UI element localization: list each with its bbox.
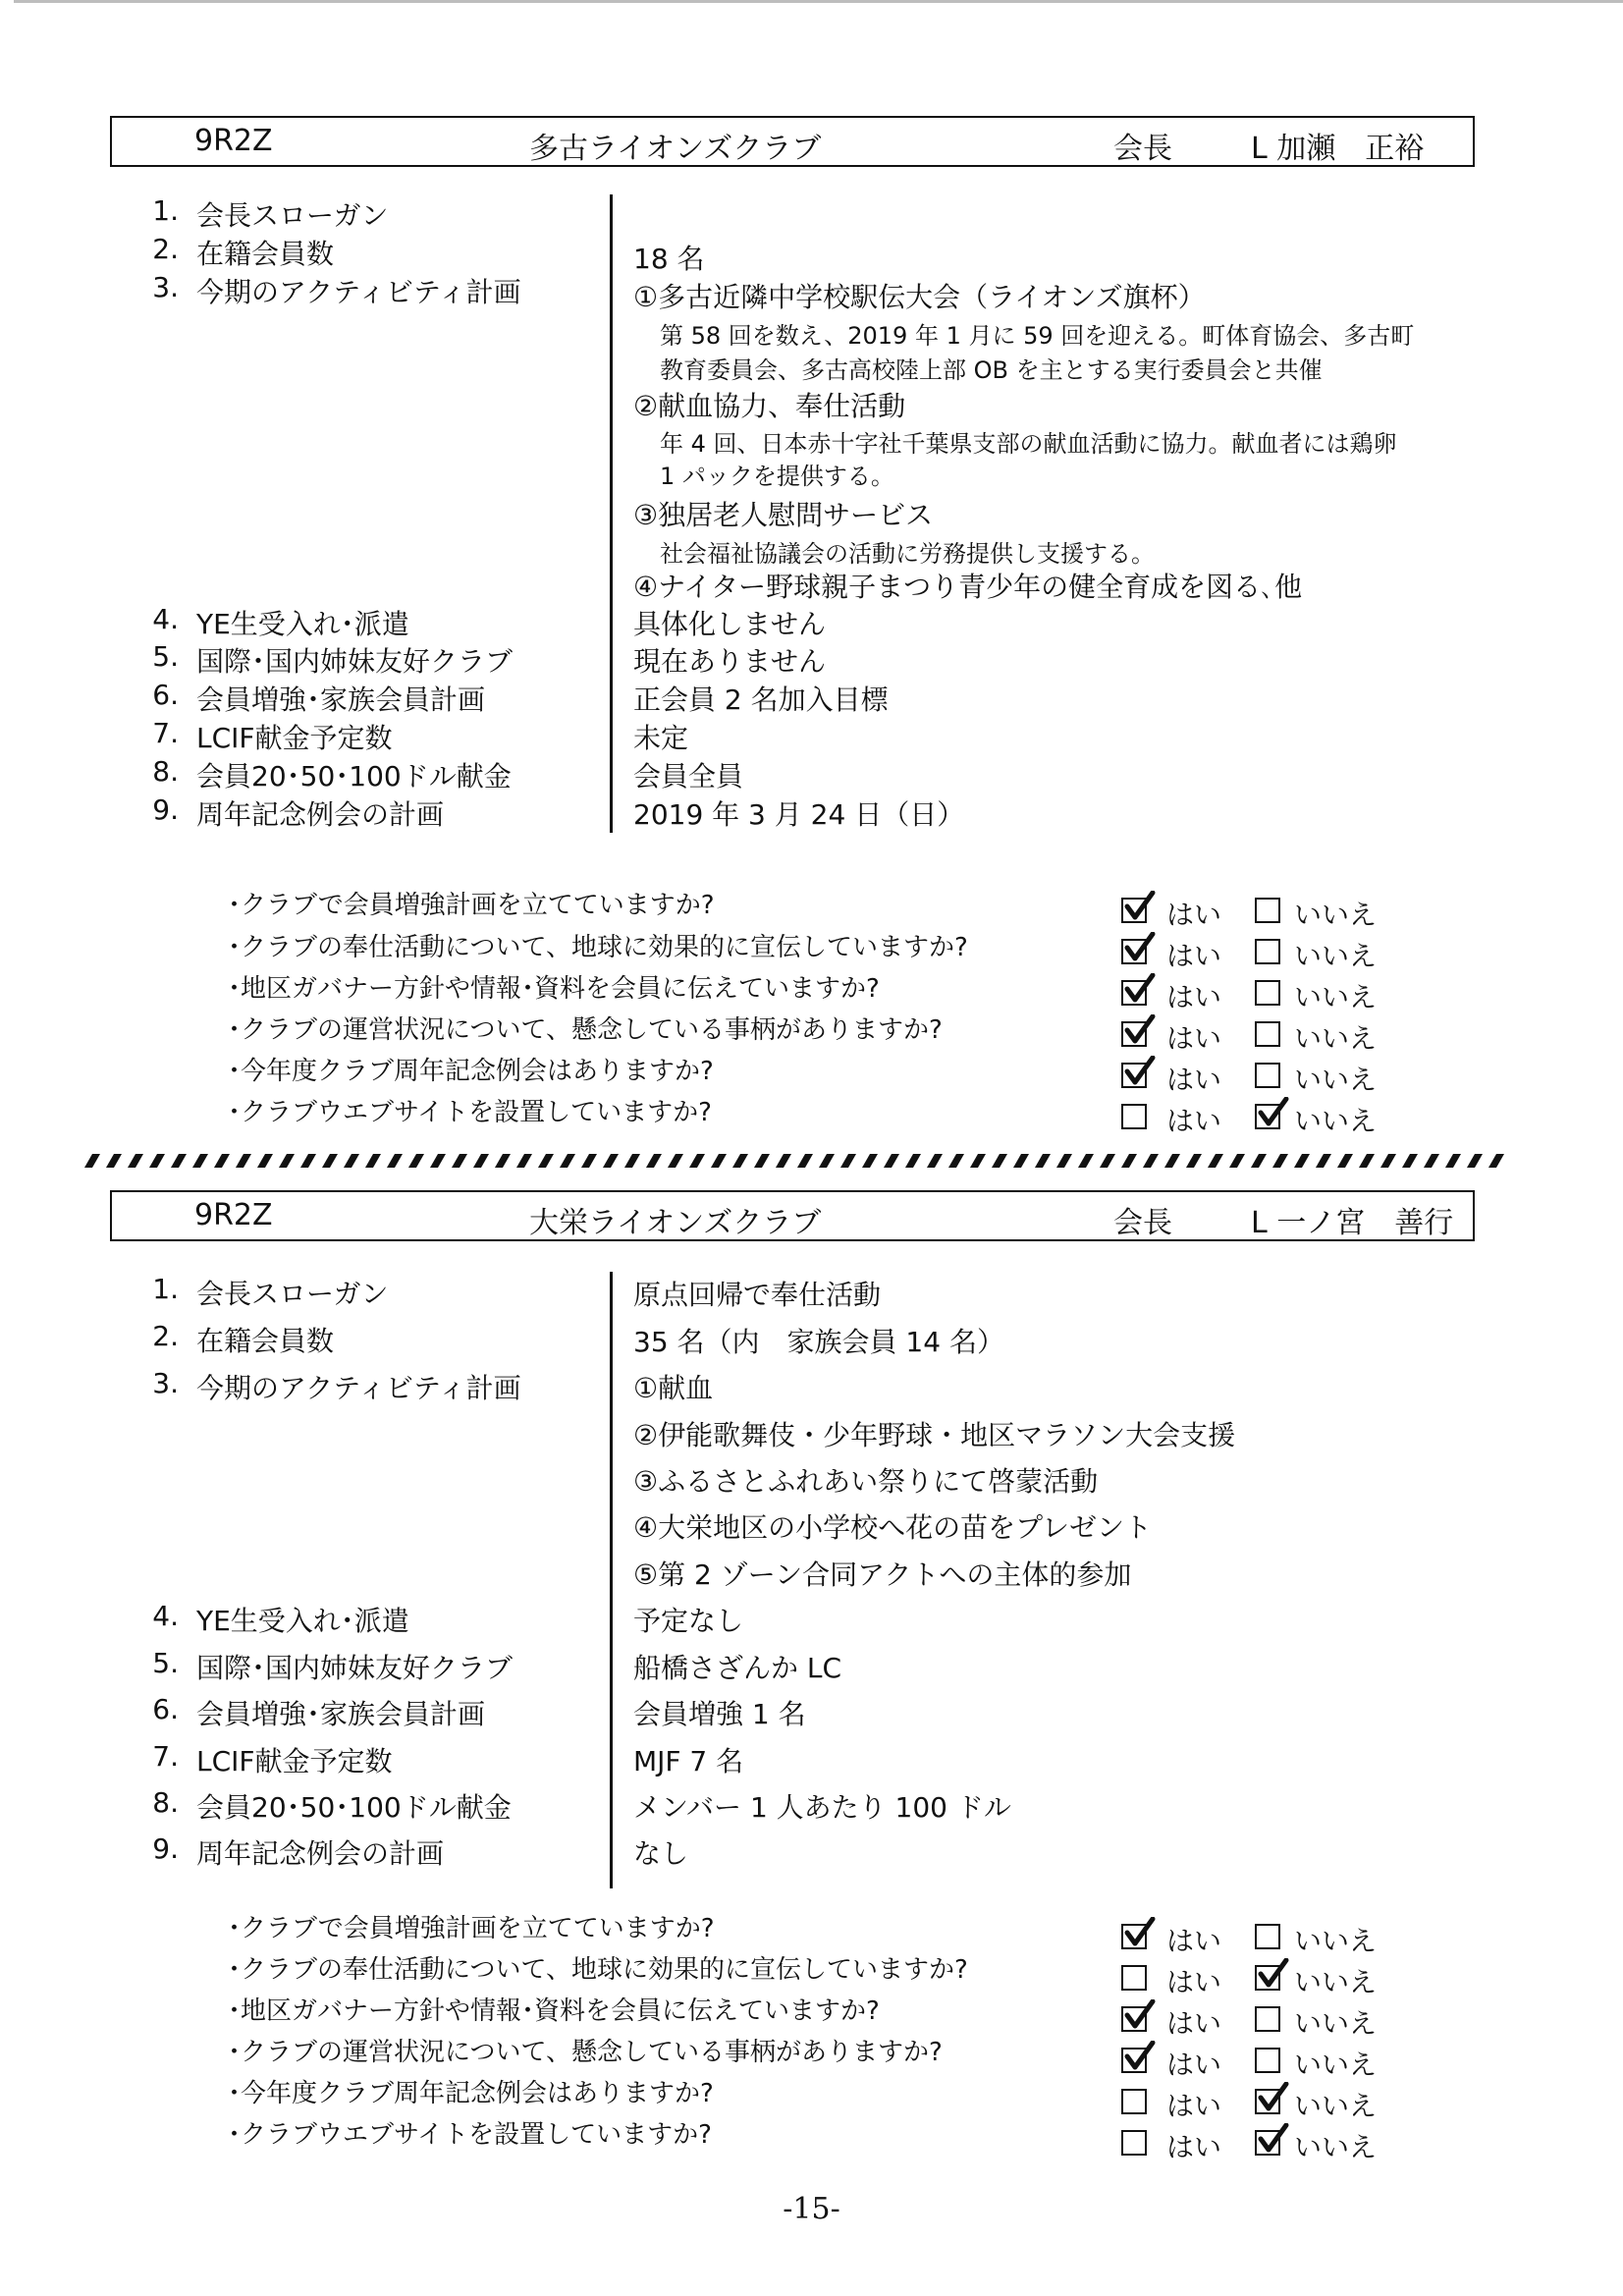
item-label: YE生受入れ･派遣 xyxy=(196,1605,409,1637)
answer-text: なし xyxy=(633,1837,689,1870)
no-label: いいえ xyxy=(1294,1966,1378,1998)
answer-text: 第 58 回を数え、2019 年 1 月に 59 回を迎える。町体育協会、多古町 xyxy=(660,322,1415,350)
item-label: 会員20･50･100ドル献金 xyxy=(196,760,512,793)
item-number: 3. xyxy=(152,1367,179,1399)
item-number: 9. xyxy=(152,1832,179,1865)
yes-label: はい xyxy=(1166,2049,1222,2081)
zone-code: 9R2Z xyxy=(194,124,273,158)
item-label: 会長スローガン xyxy=(196,1278,389,1310)
yes-label: はい xyxy=(1166,1925,1222,1957)
yes-label: はい xyxy=(1166,1105,1222,1137)
answer-text: ④大栄地区の小学校へ花の苗をプレゼント xyxy=(633,1511,1152,1544)
answer-text: 教育委員会、多古高校陸上部 OB を主とする実行委員会と共催 xyxy=(660,356,1323,384)
yes-no-choice xyxy=(1121,1017,1416,1053)
president-name: L 加瀬 正裕 xyxy=(1251,132,1425,166)
club-header xyxy=(110,1190,1475,1241)
yes-checkbox[interactable] xyxy=(1121,2006,1147,2032)
yes-no-choice xyxy=(1121,894,1416,929)
club-name: 多古ライオンズクラブ xyxy=(529,132,822,166)
yes-checkbox[interactable] xyxy=(1121,980,1147,1006)
question-text: ･クラブの奉仕活動について、地球に効果的に宣伝していますか? xyxy=(228,1955,968,1985)
no-checkbox[interactable] xyxy=(1255,939,1280,964)
yes-label: はい xyxy=(1166,1022,1222,1055)
question-text: ･クラブの運営状況について、懸念している事柄がありますか? xyxy=(228,1015,943,1045)
item-label: 今期のアクティビティ計画 xyxy=(196,276,521,308)
answer-text: 35 名（内 家族会員 14 名） xyxy=(633,1326,1004,1358)
yes-checkbox[interactable] xyxy=(1121,898,1147,923)
no-label: いいえ xyxy=(1294,2090,1378,2122)
answer-text: 具体化しません xyxy=(633,608,827,640)
no-checkbox[interactable] xyxy=(1255,1965,1280,1991)
yes-no-choice xyxy=(1121,1059,1416,1094)
item-label: 今期のアクティビティ計画 xyxy=(196,1372,521,1404)
item-label: YE生受入れ･派遣 xyxy=(196,608,409,640)
answer-text: ③独居老人慰問サービス xyxy=(633,499,934,531)
item-number: 2. xyxy=(152,1320,179,1352)
question-text: ･今年度クラブ周年記念例会はありますか? xyxy=(228,1057,714,1086)
item-number: 3. xyxy=(152,271,179,303)
yes-label: はい xyxy=(1166,1966,1222,1998)
question-text: ･クラブの運営状況について、懸念している事柄がありますか? xyxy=(228,2038,943,2067)
no-checkbox[interactable] xyxy=(1255,898,1280,923)
item-label: LCIF献金予定数 xyxy=(196,1745,393,1777)
item-number: 6. xyxy=(152,1693,179,1725)
yes-label: はい xyxy=(1166,940,1222,972)
yes-no-choice xyxy=(1121,1100,1416,1135)
answer-text: 2019 年 3 月 24 日（日） xyxy=(633,798,965,831)
yes-no-choice xyxy=(1121,1961,1416,1996)
yes-checkbox[interactable] xyxy=(1121,2048,1147,2073)
answer-text: メンバー 1 人あたり 100 ドル xyxy=(633,1791,1011,1824)
yes-no-choice xyxy=(1121,976,1416,1011)
no-checkbox[interactable] xyxy=(1255,1924,1280,1949)
no-label: いいえ xyxy=(1294,940,1378,972)
answer-text: 会員増強 1 名 xyxy=(633,1698,806,1730)
answer-text: ②伊能歌舞伎・少年野球・地区マラソン大会支援 xyxy=(633,1419,1236,1451)
item-number: 2. xyxy=(152,233,179,265)
page-top-edge xyxy=(14,0,1623,3)
column-divider xyxy=(610,1272,613,1888)
yes-label: はい xyxy=(1166,1064,1222,1096)
answer-text: ①献血 xyxy=(633,1372,714,1404)
no-label: いいえ xyxy=(1294,2049,1378,2081)
item-label: 在籍会員数 xyxy=(196,1325,335,1357)
answer-text: ⑤第 2 ゾーン合同アクトへの主体的参加 xyxy=(633,1558,1132,1591)
yes-no-choice xyxy=(1121,2085,1416,2120)
no-label: いいえ xyxy=(1294,2131,1378,2163)
item-number: 1. xyxy=(152,1273,179,1305)
yes-label: はい xyxy=(1166,2007,1222,2040)
no-label: いいえ xyxy=(1294,899,1378,931)
question-text: ･クラブで会員増強計画を立てていますか? xyxy=(228,1914,715,1943)
yes-no-choice xyxy=(1121,2044,1416,2079)
answer-text: 未定 xyxy=(633,722,689,754)
yes-no-choice xyxy=(1121,2002,1416,2038)
answer-text: 会員全員 xyxy=(633,760,744,793)
question-text: ･クラブの奉仕活動について、地球に効果的に宣伝していますか? xyxy=(228,933,968,962)
item-label: 会長スローガン xyxy=(196,199,389,232)
no-label: いいえ xyxy=(1294,1925,1378,1957)
answer-text: MJF 7 名 xyxy=(633,1745,744,1777)
question-text: ･クラブウエブサイトを設置していますか? xyxy=(228,2120,712,2150)
item-label: 会員増強･家族会員計画 xyxy=(196,1698,486,1730)
answer-text: ③ふるさとふれあい祭りにて啓蒙活動 xyxy=(633,1465,1099,1498)
yes-no-choice xyxy=(1121,935,1416,970)
item-label: 国際･国内姉妹友好クラブ xyxy=(196,645,514,678)
president-role: 会長 xyxy=(1113,132,1172,166)
question-text: ･今年度クラブ周年記念例会はありますか? xyxy=(228,2079,714,2108)
question-text: ･クラブウエブサイトを設置していますか? xyxy=(228,1098,712,1127)
item-number: 1. xyxy=(152,194,179,227)
no-label: いいえ xyxy=(1294,1022,1378,1055)
item-number: 7. xyxy=(152,717,179,749)
answer-text: 現在ありません xyxy=(633,645,827,678)
club-header xyxy=(110,116,1475,167)
no-checkbox[interactable] xyxy=(1255,1021,1280,1047)
no-checkbox[interactable] xyxy=(1255,1104,1280,1129)
answer-text: 原点回帰で奉仕活動 xyxy=(633,1279,882,1311)
yes-checkbox[interactable] xyxy=(1121,939,1147,964)
item-label: 周年記念例会の計画 xyxy=(196,798,445,831)
no-label: いいえ xyxy=(1294,1064,1378,1096)
item-number: 8. xyxy=(152,1786,179,1819)
answer-text: 社会福祉協議会の活動に労務提供し支援する。 xyxy=(660,540,1155,568)
no-checkbox[interactable] xyxy=(1255,2089,1280,2114)
yes-label: はい xyxy=(1166,2090,1222,2122)
answer-text: 正会員 2 名加入目標 xyxy=(633,683,889,716)
item-label: 在籍会員数 xyxy=(196,238,335,270)
page-number: -15- xyxy=(783,2192,840,2226)
answer-text: ②献血協力、奉仕活動 xyxy=(633,390,906,422)
president-role: 会長 xyxy=(1113,1206,1172,1240)
item-label: 会員20･50･100ドル献金 xyxy=(196,1791,512,1824)
item-label: 国際･国内姉妹友好クラブ xyxy=(196,1652,514,1684)
item-label: LCIF献金予定数 xyxy=(196,722,393,754)
yes-label: はい xyxy=(1166,981,1222,1013)
yes-no-choice xyxy=(1121,2126,1416,2161)
item-label: 周年記念例会の計画 xyxy=(196,1837,445,1870)
no-checkbox[interactable] xyxy=(1255,2130,1280,2156)
item-number: 7. xyxy=(152,1740,179,1773)
question-text: ･クラブで会員増強計画を立てていますか? xyxy=(228,891,715,920)
item-number: 8. xyxy=(152,755,179,788)
yes-no-choice xyxy=(1121,1920,1416,1955)
no-label: いいえ xyxy=(1294,1105,1378,1137)
answer-text: 年 4 回、日本赤十字社千葉県支部の献血活動に協力。献血者には鶏卵 xyxy=(660,430,1397,458)
item-number: 4. xyxy=(152,1600,179,1632)
item-number: 5. xyxy=(152,640,179,673)
yes-checkbox[interactable] xyxy=(1121,1021,1147,1047)
item-number: 6. xyxy=(152,679,179,711)
answer-text: ①多古近隣中学校駅伝大会（ライオンズ旗杯） xyxy=(633,281,1206,313)
question-text: ･地区ガバナー方針や情報･資料を会員に伝えていますか? xyxy=(228,974,880,1004)
yes-label: はい xyxy=(1166,899,1222,931)
no-checkbox[interactable] xyxy=(1255,980,1280,1006)
section-divider xyxy=(81,1154,1506,1168)
no-checkbox[interactable] xyxy=(1255,2006,1280,2032)
answer-text: 船橋さざんか LC xyxy=(633,1652,842,1684)
item-number: 9. xyxy=(152,793,179,826)
item-label: 会員増強･家族会員計画 xyxy=(196,683,486,716)
yes-checkbox[interactable] xyxy=(1121,1063,1147,1088)
no-checkbox[interactable] xyxy=(1255,1063,1280,1088)
zone-code: 9R2Z xyxy=(194,1198,273,1232)
yes-label: はい xyxy=(1166,2131,1222,2163)
no-checkbox[interactable] xyxy=(1255,2048,1280,2073)
answer-text: 1 パックを提供する。 xyxy=(660,463,894,490)
no-label: いいえ xyxy=(1294,981,1378,1013)
yes-checkbox[interactable] xyxy=(1121,2089,1147,2114)
yes-checkbox[interactable] xyxy=(1121,1104,1147,1129)
item-number: 5. xyxy=(152,1647,179,1679)
answer-text: 予定なし xyxy=(633,1605,744,1637)
yes-checkbox[interactable] xyxy=(1121,1924,1147,1949)
yes-checkbox[interactable] xyxy=(1121,2130,1147,2156)
question-text: ･地区ガバナー方針や情報･資料を会員に伝えていますか? xyxy=(228,1996,880,2026)
item-number: 4. xyxy=(152,603,179,635)
no-label: いいえ xyxy=(1294,2007,1378,2040)
club-name: 大栄ライオンズクラブ xyxy=(529,1206,822,1240)
yes-checkbox[interactable] xyxy=(1121,1965,1147,1991)
column-divider xyxy=(610,194,613,833)
answer-text: 18 名 xyxy=(633,243,705,275)
president-name: L 一ノ宮 善行 xyxy=(1251,1206,1454,1240)
answer-text: ④ナイター野球親子まつり青少年の健全育成を図る､他 xyxy=(633,571,1303,603)
